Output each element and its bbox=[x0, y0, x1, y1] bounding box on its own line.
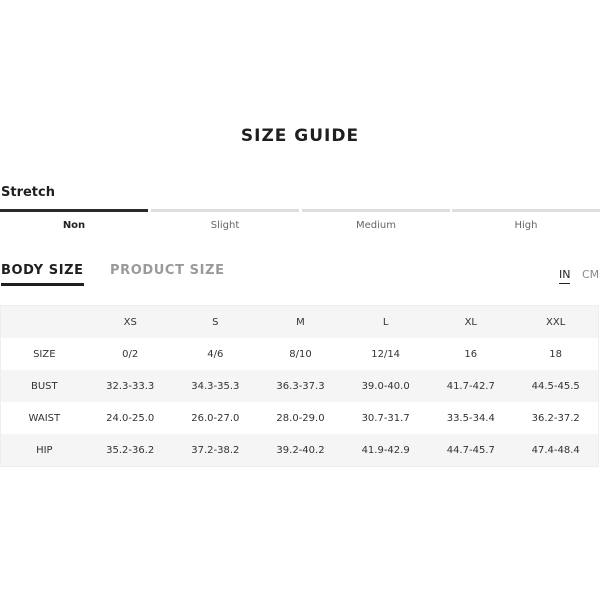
stretch-option-slight[interactable] bbox=[151, 209, 299, 245]
table-cell: 18 bbox=[549, 348, 563, 360]
table-cell: 47.4-48.4 bbox=[513, 434, 598, 467]
table-row bbox=[1, 402, 599, 434]
table-cell: 39.2-40.2 bbox=[258, 434, 343, 467]
table-cell: 8/10 bbox=[289, 348, 312, 360]
table-cell: 16 bbox=[464, 348, 478, 360]
table-cell: 41.7-42.7 bbox=[428, 370, 513, 402]
table-cell: 44.5-45.5 bbox=[513, 370, 598, 402]
row-label: BUST bbox=[1, 370, 88, 402]
column-header: M bbox=[258, 306, 343, 339]
row-label: SIZE bbox=[33, 348, 56, 360]
stretch-selector bbox=[0, 209, 600, 249]
size-table bbox=[0, 305, 599, 467]
tab-body-size[interactable]: BODY SIZE bbox=[1, 263, 84, 286]
table-header-row bbox=[1, 306, 599, 339]
table-cell: 28.0-29.0 bbox=[276, 412, 325, 424]
row-label: WAIST bbox=[28, 412, 61, 424]
tab-product-size[interactable]: PRODUCT SIZE bbox=[110, 263, 225, 278]
table-cell: 34.3-35.3 bbox=[173, 370, 258, 402]
table-cell: 32.3-33.3 bbox=[88, 370, 173, 402]
column-header: XXL bbox=[513, 306, 598, 339]
stretch-option-high[interactable] bbox=[452, 209, 600, 245]
stretch-option-label: Slight bbox=[210, 220, 240, 231]
column-header: XL bbox=[428, 306, 513, 339]
column-header: S bbox=[173, 306, 258, 339]
table-row bbox=[1, 370, 599, 402]
unit-toggle-cm[interactable]: CM bbox=[582, 268, 600, 281]
table-cell: 0/2 bbox=[122, 348, 139, 360]
table-row bbox=[1, 338, 599, 370]
stretch-option-medium[interactable] bbox=[302, 209, 450, 245]
table-row bbox=[1, 434, 599, 467]
stretch-indicator bbox=[302, 209, 450, 212]
stretch-option-non[interactable] bbox=[0, 209, 148, 245]
table-corner-cell bbox=[1, 306, 88, 339]
table-cell: 26.0-27.0 bbox=[191, 412, 240, 424]
table-cell: 41.9-42.9 bbox=[343, 434, 428, 467]
page-title: SIZE GUIDE bbox=[240, 126, 360, 146]
table-cell: 12/14 bbox=[371, 348, 401, 360]
table-cell: 39.0-40.0 bbox=[343, 370, 428, 402]
stretch-indicator bbox=[0, 209, 148, 212]
stretch-option-label: Non bbox=[62, 220, 86, 231]
table-cell: 36.3-37.3 bbox=[258, 370, 343, 402]
table-cell: 33.5-34.4 bbox=[446, 412, 495, 424]
stretch-option-label: Medium bbox=[356, 220, 396, 231]
unit-toggle-in[interactable]: IN bbox=[559, 268, 570, 284]
column-header: XS bbox=[88, 306, 173, 339]
stretch-option-label: High bbox=[514, 220, 538, 231]
table-cell: 36.2-37.2 bbox=[531, 412, 580, 424]
table-cell: 30.7-31.7 bbox=[361, 412, 410, 424]
table-cell: 44.7-45.7 bbox=[428, 434, 513, 467]
stretch-indicator bbox=[151, 209, 299, 212]
stretch-label: Stretch bbox=[1, 185, 55, 200]
size-table-container bbox=[0, 305, 599, 467]
table-cell: 35.2-36.2 bbox=[88, 434, 173, 467]
table-cell: 4/6 bbox=[207, 348, 224, 360]
stretch-indicator bbox=[452, 209, 600, 212]
row-label: HIP bbox=[1, 434, 88, 467]
table-cell: 37.2-38.2 bbox=[173, 434, 258, 467]
column-header: L bbox=[343, 306, 428, 339]
table-cell: 24.0-25.0 bbox=[106, 412, 155, 424]
